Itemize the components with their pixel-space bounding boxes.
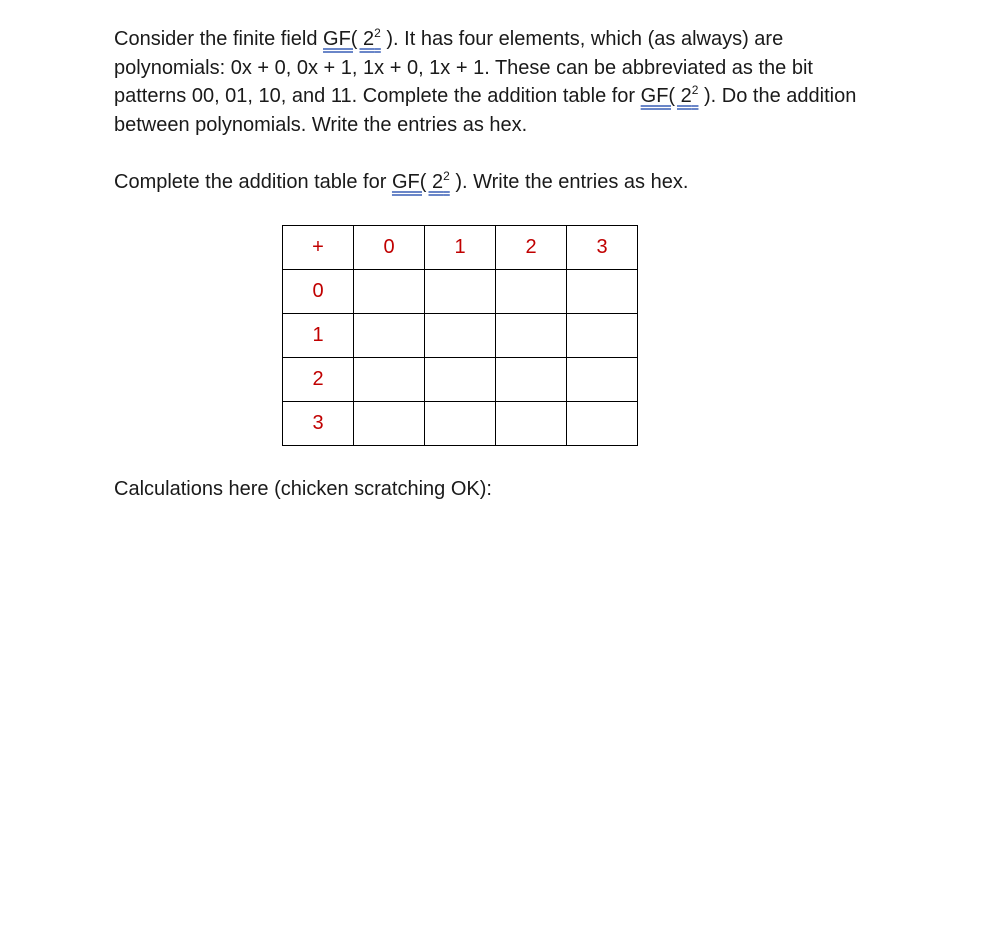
table-row	[283, 314, 638, 358]
column-header: 3	[567, 226, 638, 270]
table-cell[interactable]	[567, 314, 638, 358]
table-row	[283, 270, 638, 314]
gf-base: GF( 2	[323, 28, 375, 50]
column-header: 0	[354, 226, 425, 270]
gf-exponent: 2	[374, 26, 381, 40]
table-cell[interactable]	[354, 314, 425, 358]
column-header: 2	[496, 226, 567, 270]
table-cell[interactable]	[496, 270, 567, 314]
intro-text-2: ). It has four elements, which (as always) are polynomials: 0x + 0, 0x + 1, 1x + 0, 1x + 1. These can be abbreviated as the bit patterns 00, 01, 10, and 11. Complete the addition table for	[114, 28, 813, 108]
table-row	[283, 358, 638, 402]
table-header-row	[283, 226, 638, 270]
row-header: 1	[283, 314, 354, 358]
intro-text-1: Consider the finite field	[114, 28, 324, 50]
gf-base: GF( 2	[391, 171, 444, 193]
table-cell[interactable]	[496, 314, 567, 358]
table-cell[interactable]	[567, 402, 638, 446]
gf-notation	[392, 171, 450, 193]
table-row	[283, 402, 638, 446]
gf-base: GF( 2	[640, 85, 692, 108]
intro-paragraph	[114, 25, 874, 140]
table-cell[interactable]	[425, 270, 496, 314]
gf-notation	[641, 85, 699, 107]
table-cell[interactable]	[425, 314, 496, 358]
column-header: 1	[425, 226, 496, 270]
intro-text-3: ). Do the addition between polynomials. Write the entries as hex.	[114, 85, 857, 137]
gf-notation	[323, 28, 381, 50]
table-corner-cell: +	[283, 226, 354, 270]
row-header: 2	[283, 358, 354, 402]
row-header: 3	[283, 402, 354, 446]
table-cell[interactable]	[567, 358, 638, 402]
instruction-paragraph	[114, 168, 874, 197]
row-header: 0	[283, 270, 354, 314]
table-cell[interactable]	[354, 270, 425, 314]
calculations-label: Calculations here (chicken scratching OK):	[114, 478, 492, 500]
table-cell[interactable]	[425, 402, 496, 446]
instruction-text-2: ). Write the entries as hex.	[449, 171, 689, 193]
table-cell[interactable]	[425, 358, 496, 402]
table-cell[interactable]	[354, 358, 425, 402]
instruction-text-1: Complete the addition table for	[114, 171, 392, 193]
gf-exponent: 2	[691, 83, 699, 98]
table-cell[interactable]	[567, 270, 638, 314]
table-cell[interactable]	[496, 402, 567, 446]
addition-table	[282, 225, 638, 446]
table-cell[interactable]	[354, 402, 425, 446]
table-cell[interactable]	[496, 358, 567, 402]
gf-exponent: 2	[443, 169, 450, 183]
